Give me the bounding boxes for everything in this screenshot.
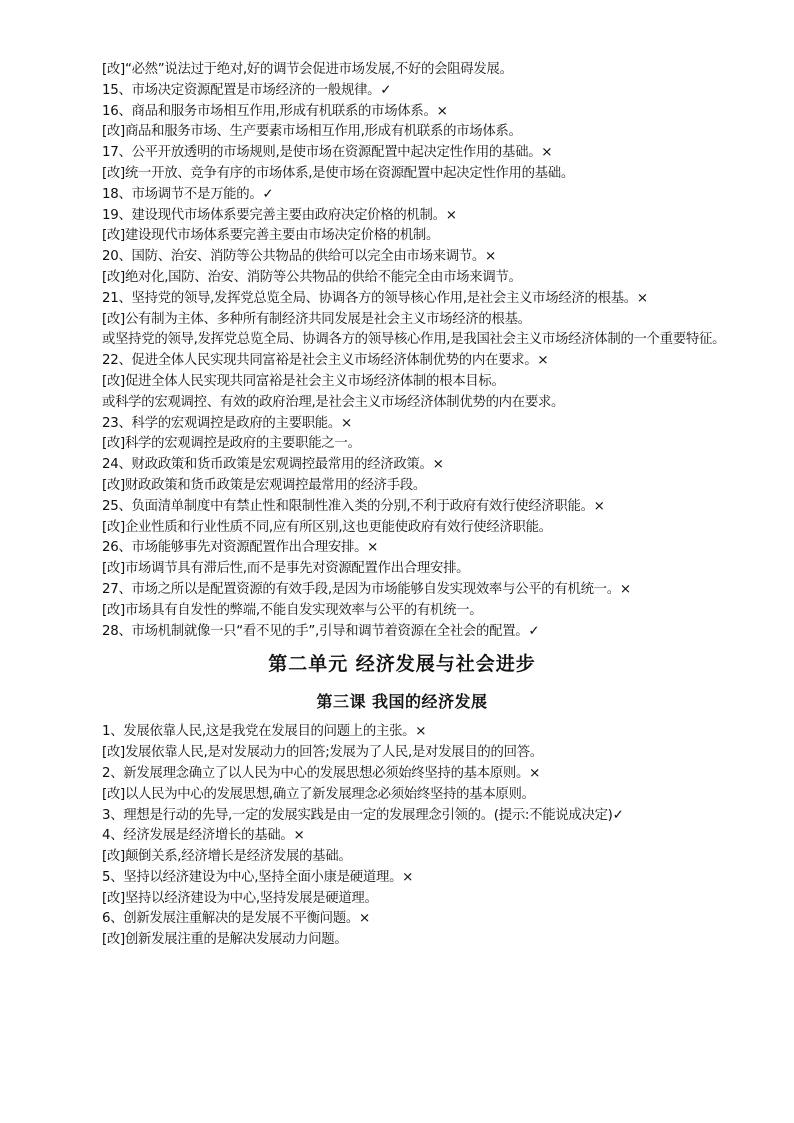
text-line: 或坚持党的领导,发挥党总览全局、协调各方的领导核心作用,是我国社会主义市场经济体制的一个重要特征。 [102, 332, 726, 348]
text-line: [改]公有制为主体、多种所有制经济共同发展是社会主义市场经济的根基。 [102, 311, 531, 327]
text-line: [改]颠倒关系,经济增长是经济发展的基础。 [102, 849, 352, 865]
text-line: [改]建设现代市场体系要完善主要由市场决定价格的机制。 [102, 228, 440, 244]
section-economic-development [70, 722, 734, 951]
document-body [70, 60, 734, 951]
text-line: 3、理想是行动的先导,一定的发展实践是由一定的发展理念引领的。(提示:不能说成决定)✓ [102, 807, 624, 823]
unit-title: 第二单元 经济发展与社会进步 [268, 653, 536, 676]
text-line: [改]发展依靠人民,是对发展动力的回答;发展为了人民,是对发展目的的回答。 [102, 745, 543, 761]
text-line: 20、国防、治安、消防等公共物品的供给可以完全由市场来调节。× [102, 249, 496, 265]
text-line: [改]统一开放、竞争有序的市场体系,是使市场在资源配置中起决定性作用的基础。 [102, 165, 574, 181]
text-line: 2、新发展理念确立了以人民为中心的发展思想必须始终坚持的基本原则。× [102, 765, 541, 781]
text-line: 或科学的宏观调控、有效的政府治理,是社会主义市场经济体制优势的内在要求。 [102, 394, 565, 410]
section-market-economy [70, 60, 734, 642]
text-line: [改]“必然”说法过于绝对,好的调节会促进市场发展,不好的会阻碍发展。 [102, 62, 513, 77]
text-line: [改]财政政策和货币政策是宏观调控最常用的经济手段。 [102, 477, 427, 493]
text-line: 17、公平开放透明的市场规则,是使市场在资源配置中起决定性作用的基础。× [102, 145, 553, 161]
text-line: 6、创新发展注重解决的是发展不平衡问题。× [102, 911, 370, 927]
text-line: 28、市场机制就像一只“看不见的手”,引导和调节着资源在全社会的配置。✓ [102, 623, 540, 639]
text-line: 25、负面清单制度中有禁止性和限制性准入类的分别,不利于政府有效行使经济职能。× [102, 498, 605, 514]
text-line: [改]科学的宏观调控是政府的主要职能之一。 [102, 436, 361, 452]
text-line: [改]以人民为中心的发展思想,确立了新发展理念必须始终坚持的基本原则。 [102, 786, 535, 802]
text-line: 24、财政政策和货币政策是宏观调控最常用的经济政策。× [102, 457, 444, 473]
text-line: 1、发展依靠人民,这是我党在发展目的问题上的主张。× [102, 724, 427, 740]
text-line: [改]市场调节具有滞后性,而不是事先对资源配置作出合理安排。 [102, 561, 470, 577]
text-line: 4、经济发展是经济增长的基础。× [102, 828, 305, 844]
text-line: [改]促进全体人民实现共同富裕是社会主义市场经济体制的根本目标。 [102, 373, 505, 389]
text-line: 23、科学的宏观调控是政府的主要职能。× [102, 415, 352, 431]
lesson-title: 第三课 我国的经济发展 [316, 692, 488, 712]
text-line: 21、坚持党的领导,发挥党总览全局、协调各方的领导核心作用,是社会主义市场经济的根基。× [102, 290, 648, 306]
text-line: 22、促进全体人民实现共同富裕是社会主义市场经济体制优势的内在要求。× [102, 353, 549, 369]
text-line: 27、市场之所以是配置资源的有效手段,是因为市场能够自发实现效率与公平的有机统一。× [102, 581, 631, 597]
text-line: [改]商品和服务市场、生产要素市场相互作用,形成有机联系的市场体系。 [102, 124, 522, 140]
text-line: [改]市场具有自发性的弊端,不能自发实现效率与公平的有机统一。 [102, 602, 483, 618]
text-line: 26、市场能够事先对资源配置作出合理安排。× [102, 540, 379, 556]
text-line: [改]企业性质和行业性质不同,应有所区别,这也更能使政府有效行使经济职能。 [102, 519, 552, 535]
text-line: [改]绝对化,国防、治安、消防等公共物品的供给不能完全由市场来调节。 [102, 269, 522, 285]
text-line: [改]创新发展注重的是解决发展动力问题。 [102, 932, 348, 948]
text-line: 18、市场调节不是万能的。✓ [102, 186, 274, 202]
text-line: 19、建设现代市场体系要完善主要由政府决定价格的机制。× [102, 207, 457, 223]
text-line: 15、市场决定资源配置是市场经济的一般规律。✓ [102, 82, 392, 98]
text-line: 16、商品和服务市场相互作用,形成有机联系的市场体系。× [102, 103, 448, 119]
text-line: [改]坚持以经济建设为中心,坚持发展是硬道理。 [102, 890, 378, 906]
text-line: 5、坚持以经济建设为中心,坚持全面小康是硬道理。× [102, 869, 414, 885]
